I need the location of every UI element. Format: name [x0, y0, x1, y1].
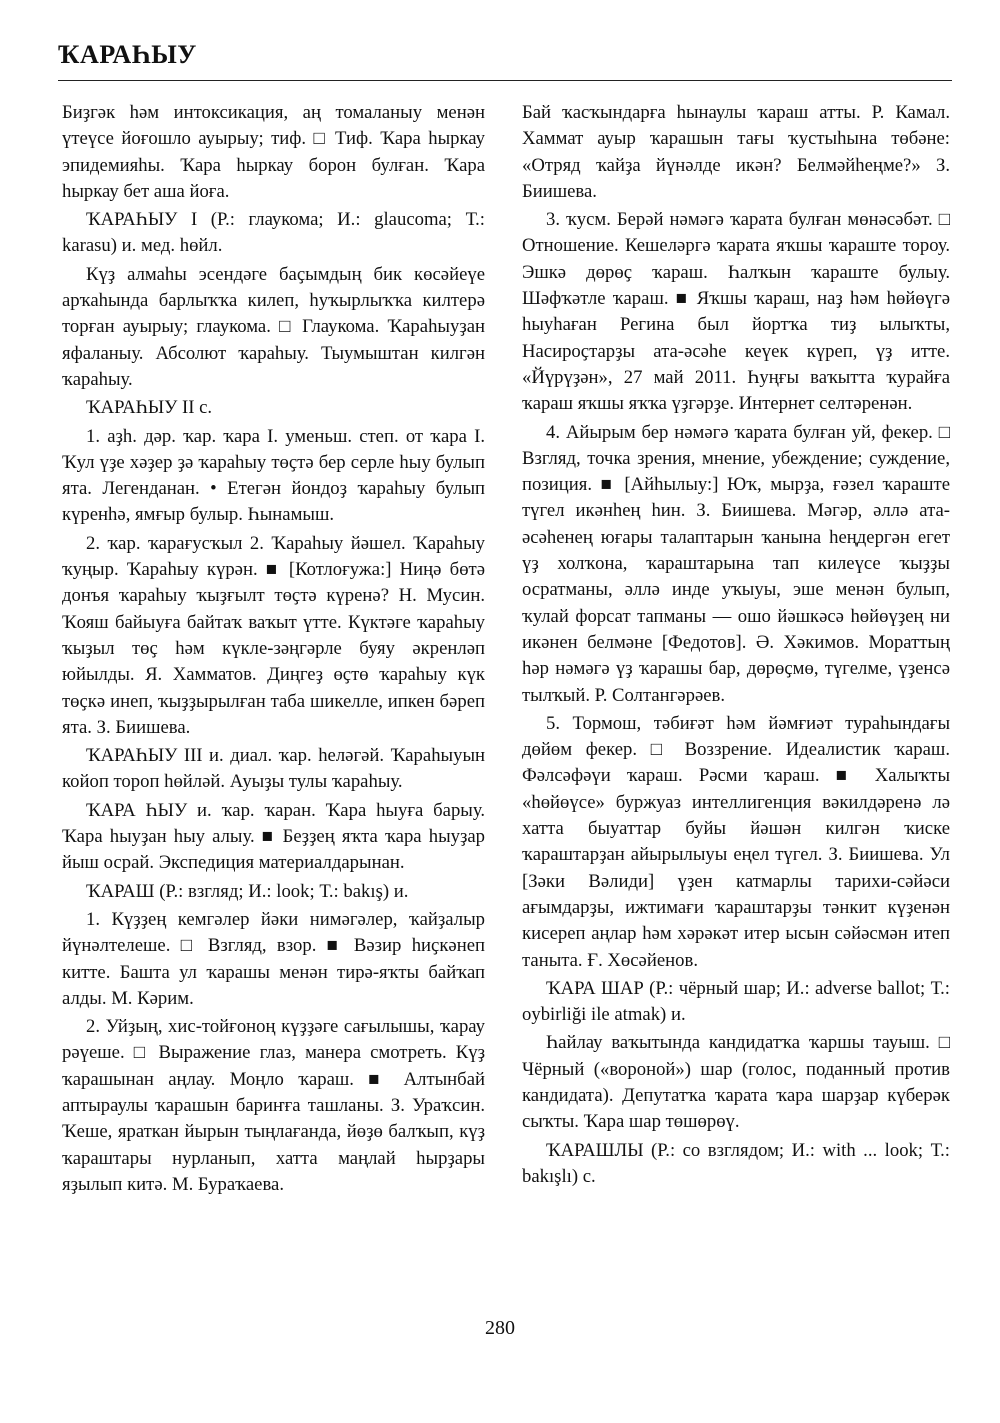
entry-paragraph: ҠАРА ҺЫУ и. ҡар. ҡаран. Ҡара һыуға барыу. Ҡара һыуҙан һыу алыу. ■ Беҙҙең яҡта ҡара һыуҙар йыш осрай. Экспедиция материалдарынан. — [62, 799, 485, 874]
header-rule — [58, 80, 952, 81]
entry-paragraph: ҠАРАҺЫУ II с. — [86, 397, 213, 419]
entry-paragraph: 1. Күҙҙең кемгәлер йәки нимәгәлер, ҡайҙалыр йүнәлтелеше. □ Взгляд, взор. ■ Вәзир һиҫкәнеп китте. Башта ул ҡарашы менән тирә-яҡты байҡап алды. М. Кәрим. — [62, 908, 485, 1009]
entry-paragraph: ҠАРАҺЫУ III и. диал. ҡар. һеләгәй. Ҡараһыуын койоп тороп һөйләй. Ауыҙы тулы ҡараһыу. — [62, 745, 485, 793]
entry-paragraph: Бай ҡасҡындарға һынаулы ҡараш атты. Р. Камал. Хаммат ауыр ҡарашын тағы ҡустыһына төбәне: «Отряд ҡайҙа йүнәлде икән? Белмәйһеңме?» З. Биишева. — [522, 102, 950, 202]
entry-paragraph: Күҙ алмаһы эсендәге баҫымдың бик көсәйеүе арҡаһында барлыҡҡа килеп, һуҡырлыҡҡа килтерә торған ауырыу; глаукома. □ Глаукома. Ҡараһыуҙан яфаланыу. Абсолют ҡараһыу. Тыумыштан килгән ҡараһыу. — [62, 263, 485, 390]
entry-paragraph: 1. аҙһ. дәр. ҡар. ҡара I. уменьш. степ. от ҡара I. Ҡул үҙе хәҙер ҙә ҡараһыу төҫтә бер серле һыу булып ята. Легенданан. • Етегән йондоҙ ҡараһыу булып күренһә, ямғыр булыр. Һынамыш. — [62, 425, 485, 526]
entry-paragraph: ҠАРАШЛЫ (Р.: со взглядом; И.: with ... look; Т.: bakışlı) с. — [522, 1139, 950, 1187]
entry-paragraph: ҠАРАҺЫУ I (Р.: глаукома; И.: glaucoma; Т.: karasu) и. мед. һөйл. — [62, 209, 485, 257]
entry-paragraph: ҠАРА ШАР (Р.: чёрный шар; И.: adverse ballot; Т.: oybirliği ile atmak) и. — [522, 977, 950, 1026]
entry-paragraph: 2. ҡар. ҡарағусҡыл 2. Ҡараһыу йәшел. Ҡараһыу ҡуңыр. Ҡараһыу күрән. ■ [Котлоғужа:] Ниңә бөтә донъя ҡараһыу ҡыҙғылт төҫтә күренә? Н. Мусин. Ҡояш байыуға байтаҡ ваҡыт үтте. Күктәге ҡараһыу ҡыҙыл төҫ һәм күкле-зәңгәрле буяу әкренләп юйылды. Я. Хамматов. Диңгеҙ өҫтө ҡараһыу күк төҫкә инеп, ҡыҙҙырылған таба шикелле, ипкен бәреп ята. З. Биишева. — [62, 532, 485, 738]
entry-paragraph: 3. ҡусм. Берәй нәмәгә ҡарата булған мөнәсәбәт. □ Отношение. Кешеләргә ҡарата яҡшы ҡараште тороу. Эшкә дөрөҫ ҡараш. Һалҡын ҡараште булыу. Шәфҡәтле ҡараш. ■ Яҡшы ҡараш, наҙ һәм һөйөүгә һыуһаған Регина был йортҡа тиҙ ылыҡты, Насироҫтарҙы ата-әсәһе кеүек күреп, үҙ итте. «Йүрүҙән», 27 май 2011. Һуңғы ваҡытта ҡурайға ҡараш яҡшы яҡҡа үҙгәрҙе. Интернет селтәренән. — [522, 209, 950, 415]
page-number: 280 — [485, 1317, 515, 1339]
entry-paragraph: Биҙгәк һәм интоксикация, аң томаланыу менән үтеүсе йоғошло ауырыу; тиф. □ Тиф. Ҡара һыркау эпидемияһы. Ҡара һыркау борон булған. Ҡара һыркау бет аша йоға. — [62, 102, 485, 202]
left-column — [62, 100, 485, 1200]
entry-paragraph: 2. Уйҙың, хис-тойғоноң күҙҙәге сағылышы, ҡарау рәүеше. □ Выражение глаз, манера смотреть. Күҙ ҡарашынан аңлау. Моңло ҡараш. ■ Алтынбай аптыраулы ҡарашын бариҥға ташланы. З. Ураҡсин. Ҡеше, яраткан йырын тыңлағанда, йөҙө балҡып, күҙ ҡараштары нурланып, хатта маңлай һырҙары яҙылып китә. М. Бураҡаева. — [62, 1016, 485, 1195]
entry-paragraph: 4. Айырым бер нәмәгә ҡарата булған уй, фекер. □ Взгляд, точка зрения, мнение, убеждение; суждение, позиция. ■ [Айһылыу:] Юҡ, мырҙа, ғәзел ҡараште түгел икәнһең һин. З. Биишева. Мәгәр, әллә ата-әсәһенең юғары талаптарын ҡанына һеңдергән егет үҙ холҡона, ҡараштарына тап килеүсе ҡыҙҙы осратманы, әллә инде уҡыуы, эше менән булып, ҡулай форсат тапманы — ошо йәшкәсә һөйөүҙең ни икәнен белмәне [Федотов]. Ә. Хәкимов. Мораттың һәр нәмәгә үҙ ҡарашы бар, дөрөҫмө, түгелме, үҙенсә тылҡый. Р. Солтангәрәев. — [522, 421, 950, 706]
entry-paragraph: ҠАРАШ (Р.: взгляд; И.: look; Т.: bakış) и. — [86, 880, 409, 902]
running-head: ҠАРАҺЫУ — [58, 40, 197, 69]
entry-paragraph: 5. Тормош, тәбиғәт һәм йәмғиәт тураһындағы дөйөм фекер. □ Воззрение. Идеалистик ҡараш. Фәлсәфәүи ҡараш. Рәсми ҡараш. ■ Халыҡты «һөйөүсе» буржуаз интеллигенция вәкилдәренә лә хатта быуаттар буйы йәшән килгән ҡиске ҡараштарҙан айырылыуы еңел түгел. З. Биишева. Ул [Зәки Вәлиди] үҙен катмарлы тарихи-сәйәси ағымдарҙы, ижтимағи ҡараштарҙы тәнкит күҙенән кисереп аңлар һәм хәрәкәт итер ысын сәйәсмән итеп таныта. Ғ. Хөсәйенов. — [522, 712, 950, 971]
entry-paragraph: Һайлау ваҡытында кандидатҡа ҡаршы тауыш. □ Чёрный («вороной») шар (голос, поданный против кандидата). Депутатҡа ҡарата ҡара шарҙар күберәк сыҡты. Ҡара шар төшөрөү. — [522, 1032, 950, 1133]
right-column — [522, 100, 950, 1192]
